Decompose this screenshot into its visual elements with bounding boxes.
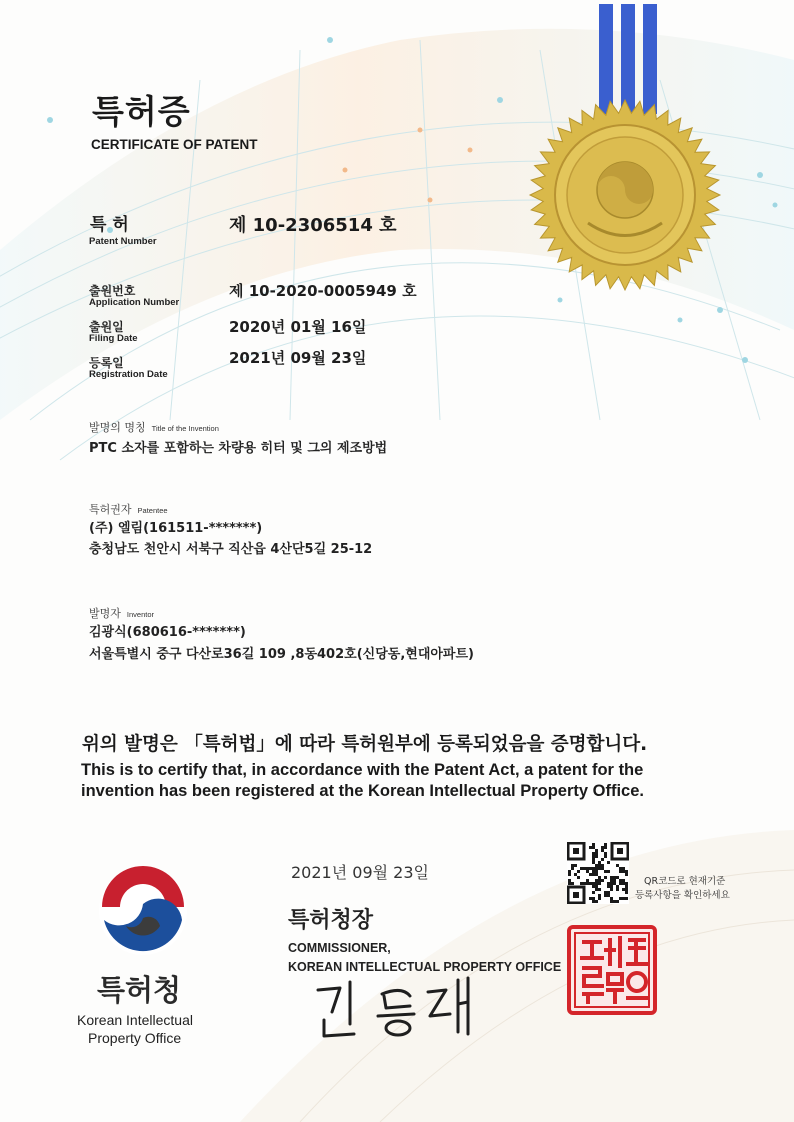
application-number-label-ko: 출원번호 — [89, 284, 136, 298]
office-name-en-1: Korean Intellectual — [77, 1012, 193, 1028]
filing-date-label-en: Filing Date — [89, 333, 138, 344]
issuer-title-en-2: KOREAN INTELLECTUAL PROPERTY OFFICE — [288, 960, 562, 974]
patentee-name: (주) 엘림(161511-*******) — [89, 521, 263, 536]
inventor-name: 김광식(680616-*******) — [89, 625, 246, 640]
qr-caption-1: QR코드로 현재기준 — [644, 876, 726, 887]
application-number-label-en: Application Number — [89, 297, 180, 308]
filing-date-value: 2020년 01월 16일 — [229, 318, 367, 336]
certification-statement-ko: 위의 발명은 「특허법」에 따라 특허원부에 등록되었음을 증명합니다. — [82, 734, 648, 755]
patentee-label-en: Patentee — [137, 506, 168, 515]
inventor-label-ko: 발명자 — [89, 607, 121, 620]
inventor-address: 서울특별시 중구 다산로36길 109 ,8동402호(신당동,현대아파트) — [89, 647, 474, 662]
certification-statement-en-1: This is to certify that, in accordance with the Patent Act, a patent for the — [81, 761, 644, 779]
qr-caption-2: 등록사항을 확인하세요 — [635, 890, 730, 901]
certificate-title-en: CERTIFICATE OF PATENT — [91, 137, 258, 152]
invention-label-ko: 발명의 명칭 — [89, 421, 146, 434]
issuer-title-en-1: COMMISSIONER, — [288, 941, 391, 955]
registration-date-label-ko: 등록일 — [89, 356, 124, 370]
issuer-title-ko: 특허청장 — [288, 908, 374, 933]
invention-label-en: Title of the Invention — [151, 424, 219, 433]
patent-number-value: 제 10-2306514 호 — [229, 215, 397, 236]
invention-title: PTC 소자를 포함하는 차량용 히터 및 그의 제조방법 — [89, 441, 388, 456]
registration-date-value: 2021년 09월 23일 — [229, 349, 367, 367]
patentee-label-ko: 특허권자 — [89, 503, 132, 516]
office-name-ko: 특허청 — [97, 973, 182, 1007]
filing-date-label-ko: 출원일 — [89, 320, 124, 334]
patent-number-label-ko: 특 허 — [90, 215, 129, 235]
official-red-stamp-icon — [566, 924, 658, 1016]
application-number-value: 제 10-2020-0005949 호 — [229, 282, 417, 300]
patent-number-label-en: Patent Number — [89, 236, 157, 247]
inventor-label-en: Inventor — [126, 610, 154, 619]
issue-date: 2021년 09월 23일 — [291, 863, 429, 882]
signature-icon — [310, 972, 480, 1042]
patentee-address: 충청남도 천안시 서북구 직산읍 4산단5길 25-12 — [89, 542, 373, 557]
registration-date-label-en: Registration Date — [89, 369, 168, 380]
certification-statement-en-2: invention has been registered at the Korean Intellectual Property Office. — [81, 782, 644, 800]
qr-code-icon[interactable] — [567, 842, 629, 904]
gold-seal-icon — [528, 98, 722, 292]
certificate-title-ko: 특허증 — [92, 92, 191, 131]
invention-label — [89, 416, 219, 435]
office-name-en-2: Property Office — [88, 1030, 182, 1046]
patentee-label — [89, 498, 168, 517]
kipo-logo-icon — [96, 864, 190, 958]
inventor-label — [89, 602, 154, 621]
